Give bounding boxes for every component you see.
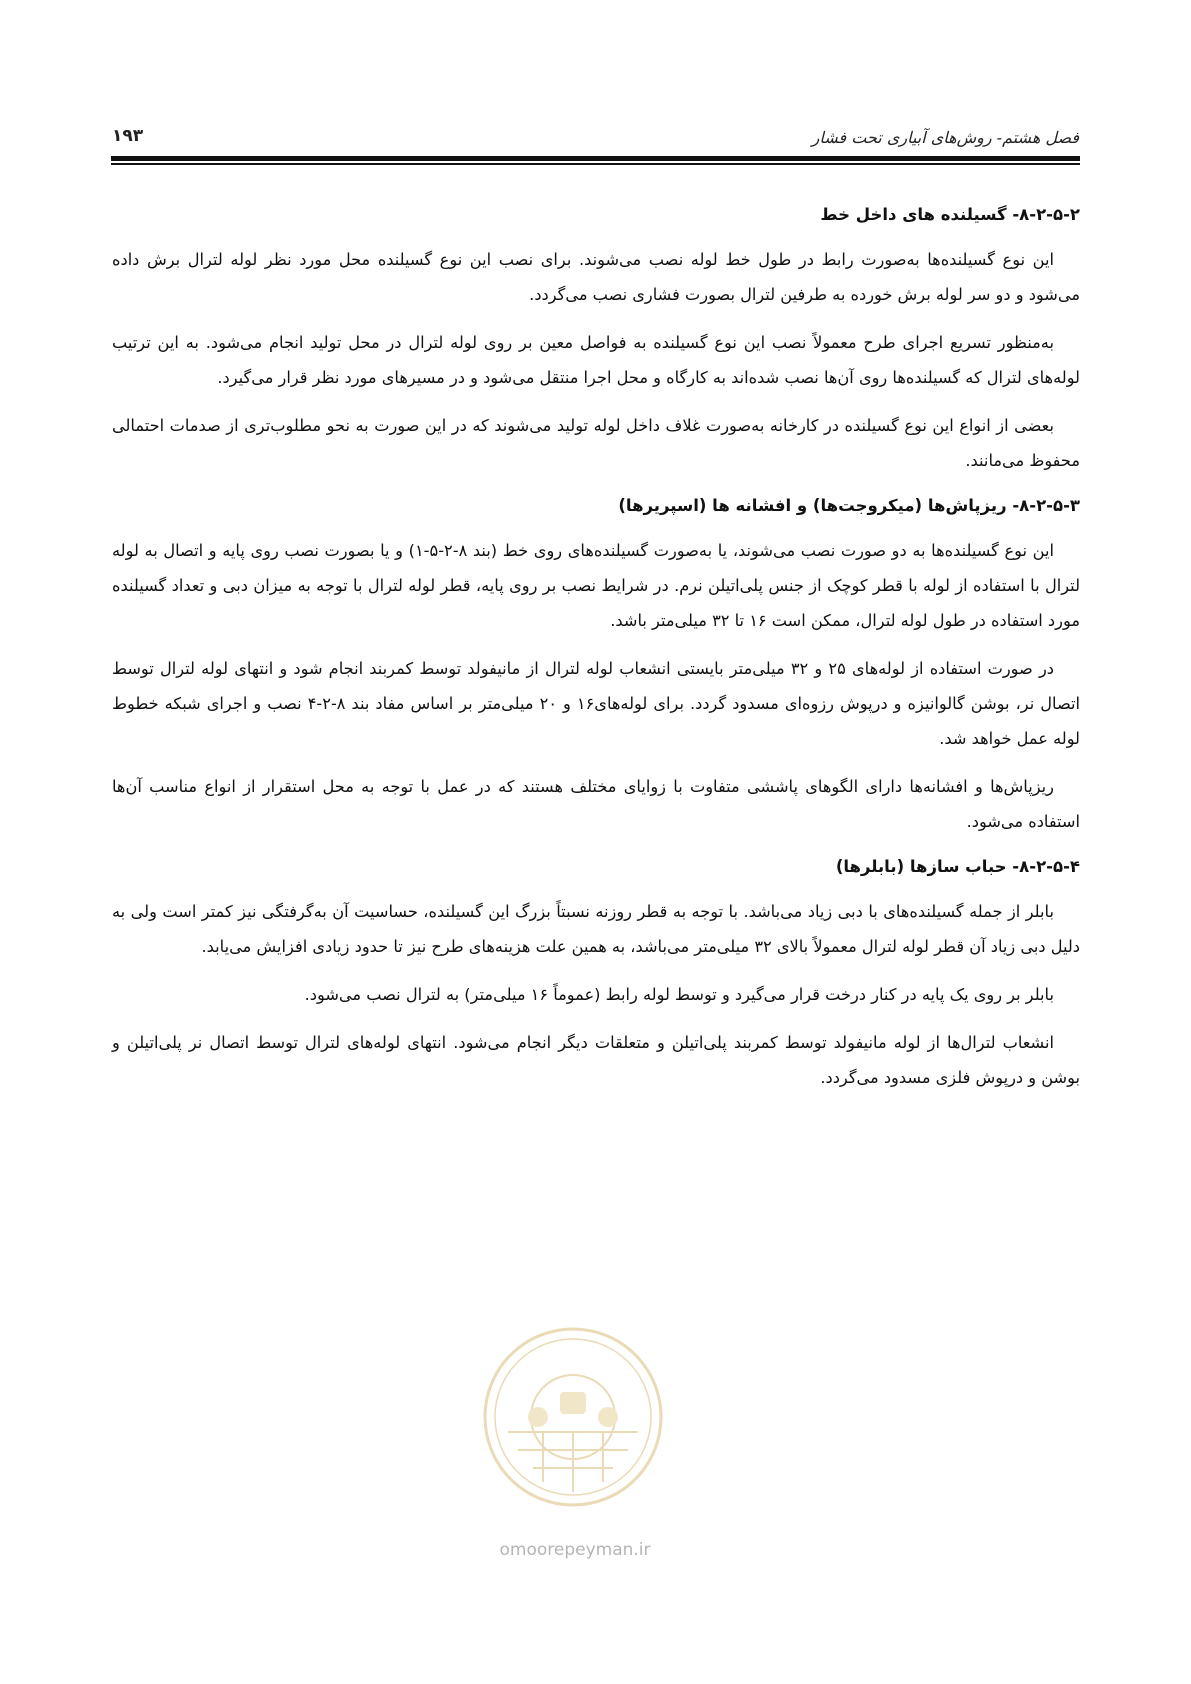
paragraph: ریزپاش‌ها و افشانه‌ها دارای الگوهای پاششی متفاوت با زوایای مختلف هستند که در عمل با توجه به محل استقرار از انواع مناسب آن‌ها استفاده می‌شود. [112,777,1080,831]
section-heading-inline-emitters: ۸-۲-۵-۲- گسیلنده های داخل خط [820,205,1080,224]
watermark-site-text: omoorepeyman.ir [499,1540,651,1560]
section-heading-bubblers: ۸-۲-۵-۴- حباب سازها (بابلرها) [835,857,1080,876]
paragraph: این نوع گسیلنده‌ها به دو صورت نصب می‌شوند، یا به‌صورت گسیلنده‌های روی خط (بند ۸-۲-۵-۱) و یا بصورت نصب روی پایه و اتصال به لوله لترال با استفاده از لوله با قطر کوچک از جنس پلی‌اتیلن نرم. در شرایط نصب بر روی پایه، قطر لوله لترال با توجه به میزان دبی و تعداد گسیلنده مورد استفاده در طول لوله لترال، ممکن است ۱۶ تا ۳۲ میلی‌متر باشد. [112,541,1080,630]
page-number: ۱۹۳ [112,126,144,146]
paragraph: انشعاب لترال‌ها از لوله مانیفولد توسط کمربند پلی‌اتیلن و متعلقات دیگر انجام می‌شود. انتهای لوله‌های لترال توسط اتصال نر پلی‌اتیلن و بوشن و درپوش فلزی مسدود می‌گردد. [112,1033,1080,1087]
running-header-chapter: فصل هشتم- روش‌های آبیاری تحت فشار [811,128,1079,147]
paragraph: به‌منظور تسریع اجرای طرح معمولاً نصب این نوع گسیلنده به فواصل معین بر روی لوله لترال در محل تولید انجام می‌شود. به این ترتیب لوله‌های لترال که گسیلنده‌ها روی آن‌ها نصب شده‌اند به کارگاه و محل اجرا منتقل می‌شود و در مسیرهای مورد نظر قرار می‌گیرد. [112,333,1080,387]
paragraph: بعضی از انواع این نوع گسیلنده در کارخانه به‌صورت غلاف داخل لوله تولید می‌شوند که در این صورت به نحو مطلوب‌تری از صدمات احتمالی محفوظ می‌مانند. [112,416,1080,470]
header-rule-thick [111,156,1080,161]
seal-logo-icon [478,1322,668,1512]
paragraph: در صورت استفاده از لوله‌های ۲۵ و ۳۲ میلی‌متر بایستی انشعاب لوله لترال از مانیفولد توسط کمربند انجام شود و انتهای لوله لترال توسط اتصال نر، بوشن گالوانیزه و درپوش رزوه‌ای مسدود گردد. برای لوله‌های۱۶ و ۲۰ میلی‌متر بر اساس مفاد بند ۸-۲-۴ نصب و اجرای شبکه خطوط لوله عمل خواهد شد. [112,659,1080,748]
paragraph: بابلر از جمله گسیلنده‌های با دبی زیاد می‌باشد. با توجه به قطر روزنه نسبتاً بزرگ این گسیلنده، حساسیت آن به‌گرفتگی نیز کمتر است ولی به دلیل دبی زیاد آن قطر لوله لترال معمولاً بالای ۳۲ میلی‌متر می‌باشد، به همین علت هزینه‌های طرح نیز تا حدود زیادی افزایش می‌یابد. [112,902,1080,956]
header-rule-thin [111,163,1080,165]
body-content [112,200,1080,1108]
section-heading-microjets-sprayers: ۸-۲-۵-۳- ریزپاش‌ها (میکروجت‌ها) و افشانه ها (اسپریرها) [618,496,1080,515]
paragraph: بابلر بر روی یک پایه در کنار درخت قرار می‌گیرد و توسط لوله رابط (عموماً ۱۶ میلی‌متر) به لترال نصب می‌شود. [304,985,1054,1004]
paragraph: این نوع گسیلنده‌ها به‌صورت رابط در طول خط لوله نصب می‌شوند. برای نصب این نوع گسیلنده محل مورد نظر لوله لترال برش داده می‌شود و دو سر لوله برش خورده به طرفین لترال بصورت فشاری نصب می‌گردد. [112,250,1080,304]
